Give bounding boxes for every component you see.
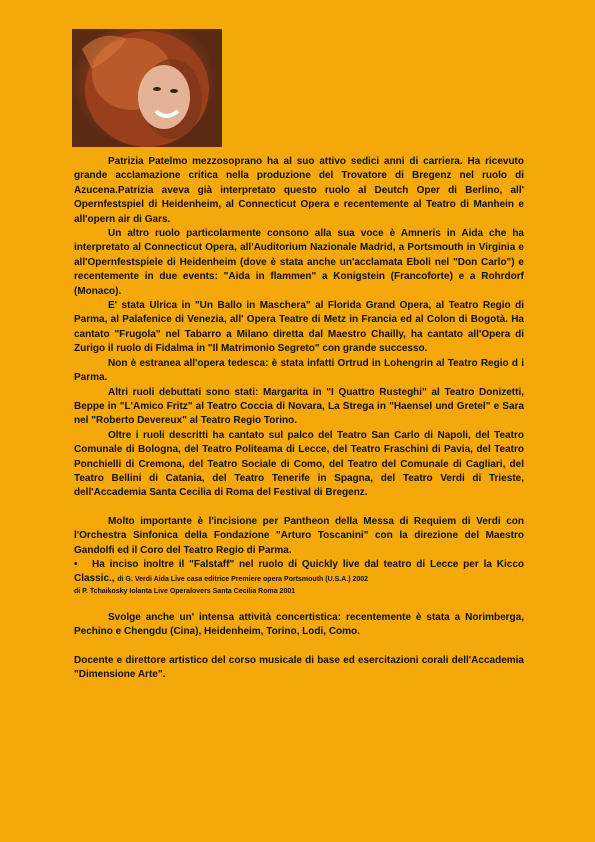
spacer <box>74 501 524 515</box>
bullet-item <box>74 558 524 587</box>
concerts-paragraph: Svolge anche un' intensa attività concertistica: recentemente è stata a Norimberga, Pechino e Chengdu (Cina), Heidenheim, Torino, Lodi, Como. <box>74 611 524 638</box>
bullet-text: Ha inciso inoltre il "Falstaff" nel ruolo di Quickly live dal teatro di Lecce per la Kicco Classic., <box>74 558 524 585</box>
bullet-mark: • <box>74 558 78 570</box>
paragraph-4: Non è estranea all'opera tedesca: è stata infatti Ortrud in Lohengrin al Teatro Regio d i Parma. <box>74 357 524 384</box>
bullet-note-1: di G. Verdi Aida Live casa editrice Premiere opera Portsmouth (U.S.A.) 2002 <box>117 576 369 584</box>
paragraph-5: Altri ruoli debuttati sono stati: Margarita in "I Quattro Rusteghi" al Teatro Donizetti, Beppe in "L'Amico Fritz" al Teatro Coccia di Novara, La Strega in "Haensel und Gretel" e Sara nel "Roberto Devereux" al Teatro Regio Torino. <box>74 386 524 427</box>
recording-paragraph: Molto importante è l'incisione per Pantheon della Messa di Requiem di Verdi con l'Orchestra Sinfonica della Fondazione "Arturo Toscanini" con la direzione del Maestro Gandolfi ed il Coro del Teatro Regio di Parma. <box>74 515 524 556</box>
teaching-paragraph: Docente e direttore artistico del corso musicale di base ed esercitazioni corali dell'Accademia "Dimensione Arte". <box>74 654 524 680</box>
bullet-note-2: di P. Tchaikosky Iolanta Live Operalovers Santa Cecilia Roma 2001 <box>74 587 296 595</box>
paragraph-2: Un altro ruolo particolarmente consono alla sua voce è Amneris in Aida che ha interpretato al Connecticut Opera, all'Auditorium Nazionale Madrid, a Portsmouth in Virginia e all'Opernfestspiele di Heidenheim (dove è stata anche un'acclamata Eboli nel "Don Carlo") e recentemente in due events: "Aida in flammen" a Konigstein (Francoforte) e a Rohrdorf (Monaco). <box>74 228 524 297</box>
biography-text <box>74 155 524 682</box>
paragraph-6: Oltre i ruoli descritti ha cantato sul palco del Teatro San Carlo di Napoli, del Teatro Comunale di Bologna, del Teatro Politeama di Lecce, del Teatro Fraschini di Pavia, del Teatro Ponchielli di Cremona, del Teatro Sociale di Como, del Teatro del Comunale di Cagliari, del Teatro Bellini di Catania, del Teatro Tenerife in Spagna, del Teatro Verdi di Trieste, dell'Accademia Santa Cecilia di Roma del Festival di Bregenz. <box>74 429 524 499</box>
portrait-photo <box>72 29 222 147</box>
paragraph-1: Patrizia Patelmo mezzosoprano ha al suo attivo sedici anni di carriera. Ha ricevuto grande acclamazione critica nella produzione del Trovatore di Bregenz nel ruolo di Azucena.Patrizia aveva già interpretato questo ruolo al Deutch Oper di Berlino, all' Opernfestspiel di Heidenheim, al Connecticut Opera e recentemente al Teatro di Manhein e all'opern air di Gars. <box>74 156 524 225</box>
portrait-photo-icon <box>72 29 222 147</box>
paragraph-3: E' stata Ulrica in "Un Ballo in Maschera" al Florida Grand Opera, al Teatro Regio di Parma, al Palafenice di Venezia, all' Opera Teatre di Metz in Francia ed al Colon di Bogotà. Ha cantato "Frugola" nel Tabarro a Milano diretta dal Maestro Chailly, ha cantato all'Opera di Zurigo il ruolo di Fidalma in "Il Matrimonio Segreto" con grande successo. <box>74 300 524 355</box>
spacer <box>74 597 524 611</box>
spacer <box>74 640 524 654</box>
